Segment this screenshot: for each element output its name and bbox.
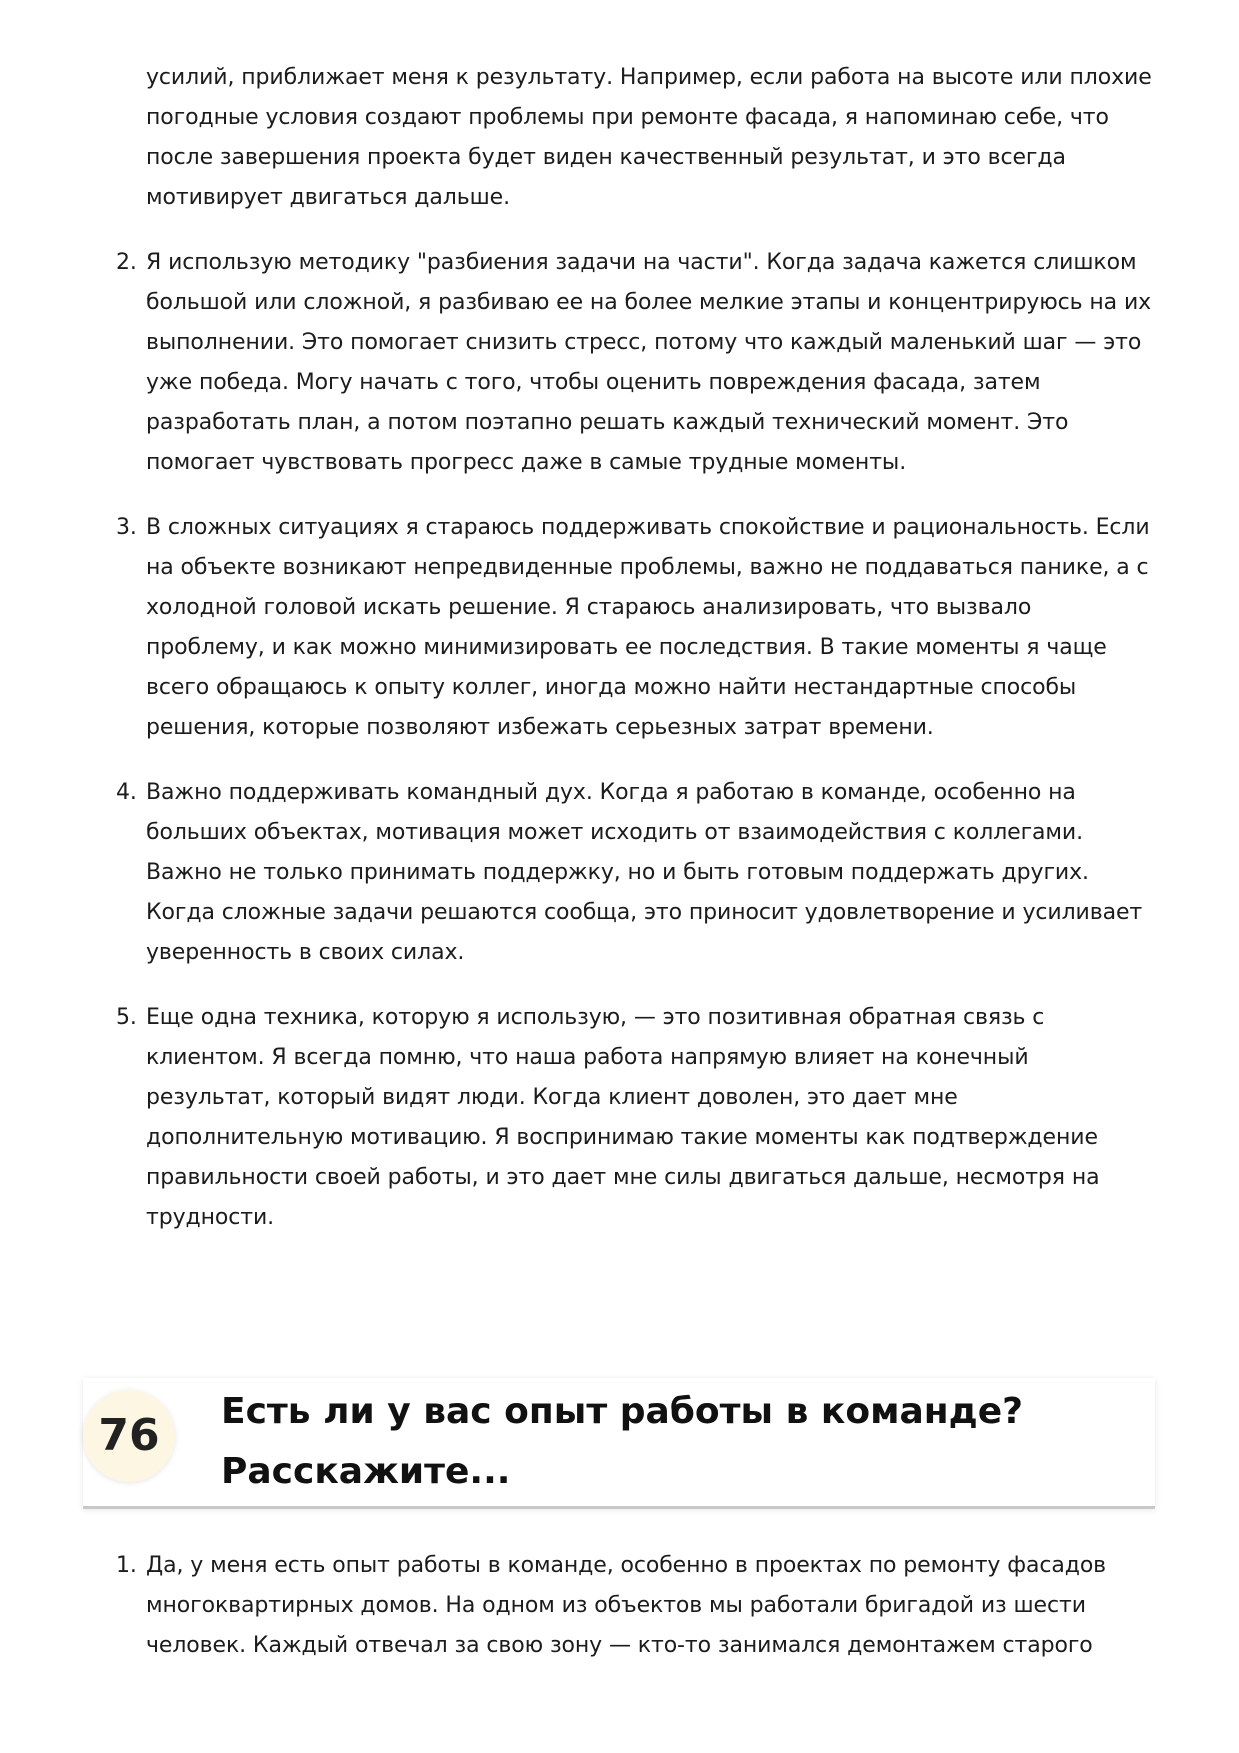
list-item — [116, 1546, 1156, 1666]
list-item-text: В сложных ситуациях я стараюсь поддерживать спокойствие и рациональность. Если на объекте возникают непредвиденные проблемы, важно не поддаваться панике, а с холодной головой искать решение. Я стараюсь анализировать, что вызвало проблему, и как можно минимизировать ее последствия. В такие моменты я чаще всего обращаюсь к опыту коллег, иногда можно найти нестандартные способы решения, которые позволяют избежать серьезных затрат времени. — [146, 515, 1150, 740]
list-item-text: Я использую методику "разбиения задачи на части". Когда задача кажется слишком большой или сложной, я разбиваю ее на более мелкие этапы и концентрируюсь на их выполнении. Это помогает снизить стресс, потому что каждый маленький шаг — это уже победа. Могу начать с того, чтобы оценить повреждения фасада, затем разработать план, а потом поэтапно решать каждый технический момент. Это помогает чувствовать прогресс даже в самые трудные моменты. — [146, 250, 1152, 475]
list-item-text: Еще одна техника, которую я использую, — это позитивная обратная связь с клиентом. Я всегда помню, что наша работа напрямую влияет на конечный результат, который видят люди. Когда клиент доволен, это дает мне дополнительную мотивацию. Я воспринимаю такие моменты как подтверждение правильности своей работы, и это дает мне силы двигаться дальше, несмотря на трудности. — [146, 1005, 1100, 1230]
list-item — [116, 508, 1156, 748]
list-item-number: 5. — [116, 1005, 137, 1030]
list-item-number: 3. — [116, 515, 137, 540]
list-item — [116, 243, 1156, 483]
list-item-text: Да, у меня есть опыт работы в команде, особенно в проектах по ремонту фасадов многоквартирных домов. На одном из объектов мы работали бригадой из шести человек. Каждый отвечал за свою зону — кто-то занимался демонтажем старого — [146, 1553, 1107, 1658]
list-item — [116, 998, 1156, 1238]
answer-list — [116, 1546, 1156, 1666]
answer-list — [116, 58, 1156, 1263]
question-title: Есть ли у вас опыт работы в команде? Расскажите... — [221, 1391, 1024, 1492]
question-header — [83, 1378, 1155, 1509]
list-item-number: 4. — [116, 780, 137, 805]
list-item — [116, 773, 1156, 973]
list-item-text: Важно поддерживать командный дух. Когда я работаю в команде, особенно на больших объектах, мотивация может исходить от взаимодействия с коллегами. Важно не только принимать поддержку, но и быть готовым поддержать других. Когда сложные задачи решаются сообща, это приносит удовлетворение и усиливает уверенность в своих силах. — [146, 780, 1143, 965]
list-item-number: 1. — [116, 1553, 137, 1578]
list-item-number: 2. — [116, 250, 137, 275]
list-item-text: усилий, приближает меня к результату. Например, если работа на высоте или плохие погодные условия создают проблемы при ремонте фасада, я напоминаю себе, что после завершения проекта будет виден качественный результат, и это всегда мотивирует двигаться дальше. — [146, 65, 1152, 210]
list-item-continuation — [116, 58, 1156, 218]
question-number-badge: 76 — [83, 1390, 175, 1482]
